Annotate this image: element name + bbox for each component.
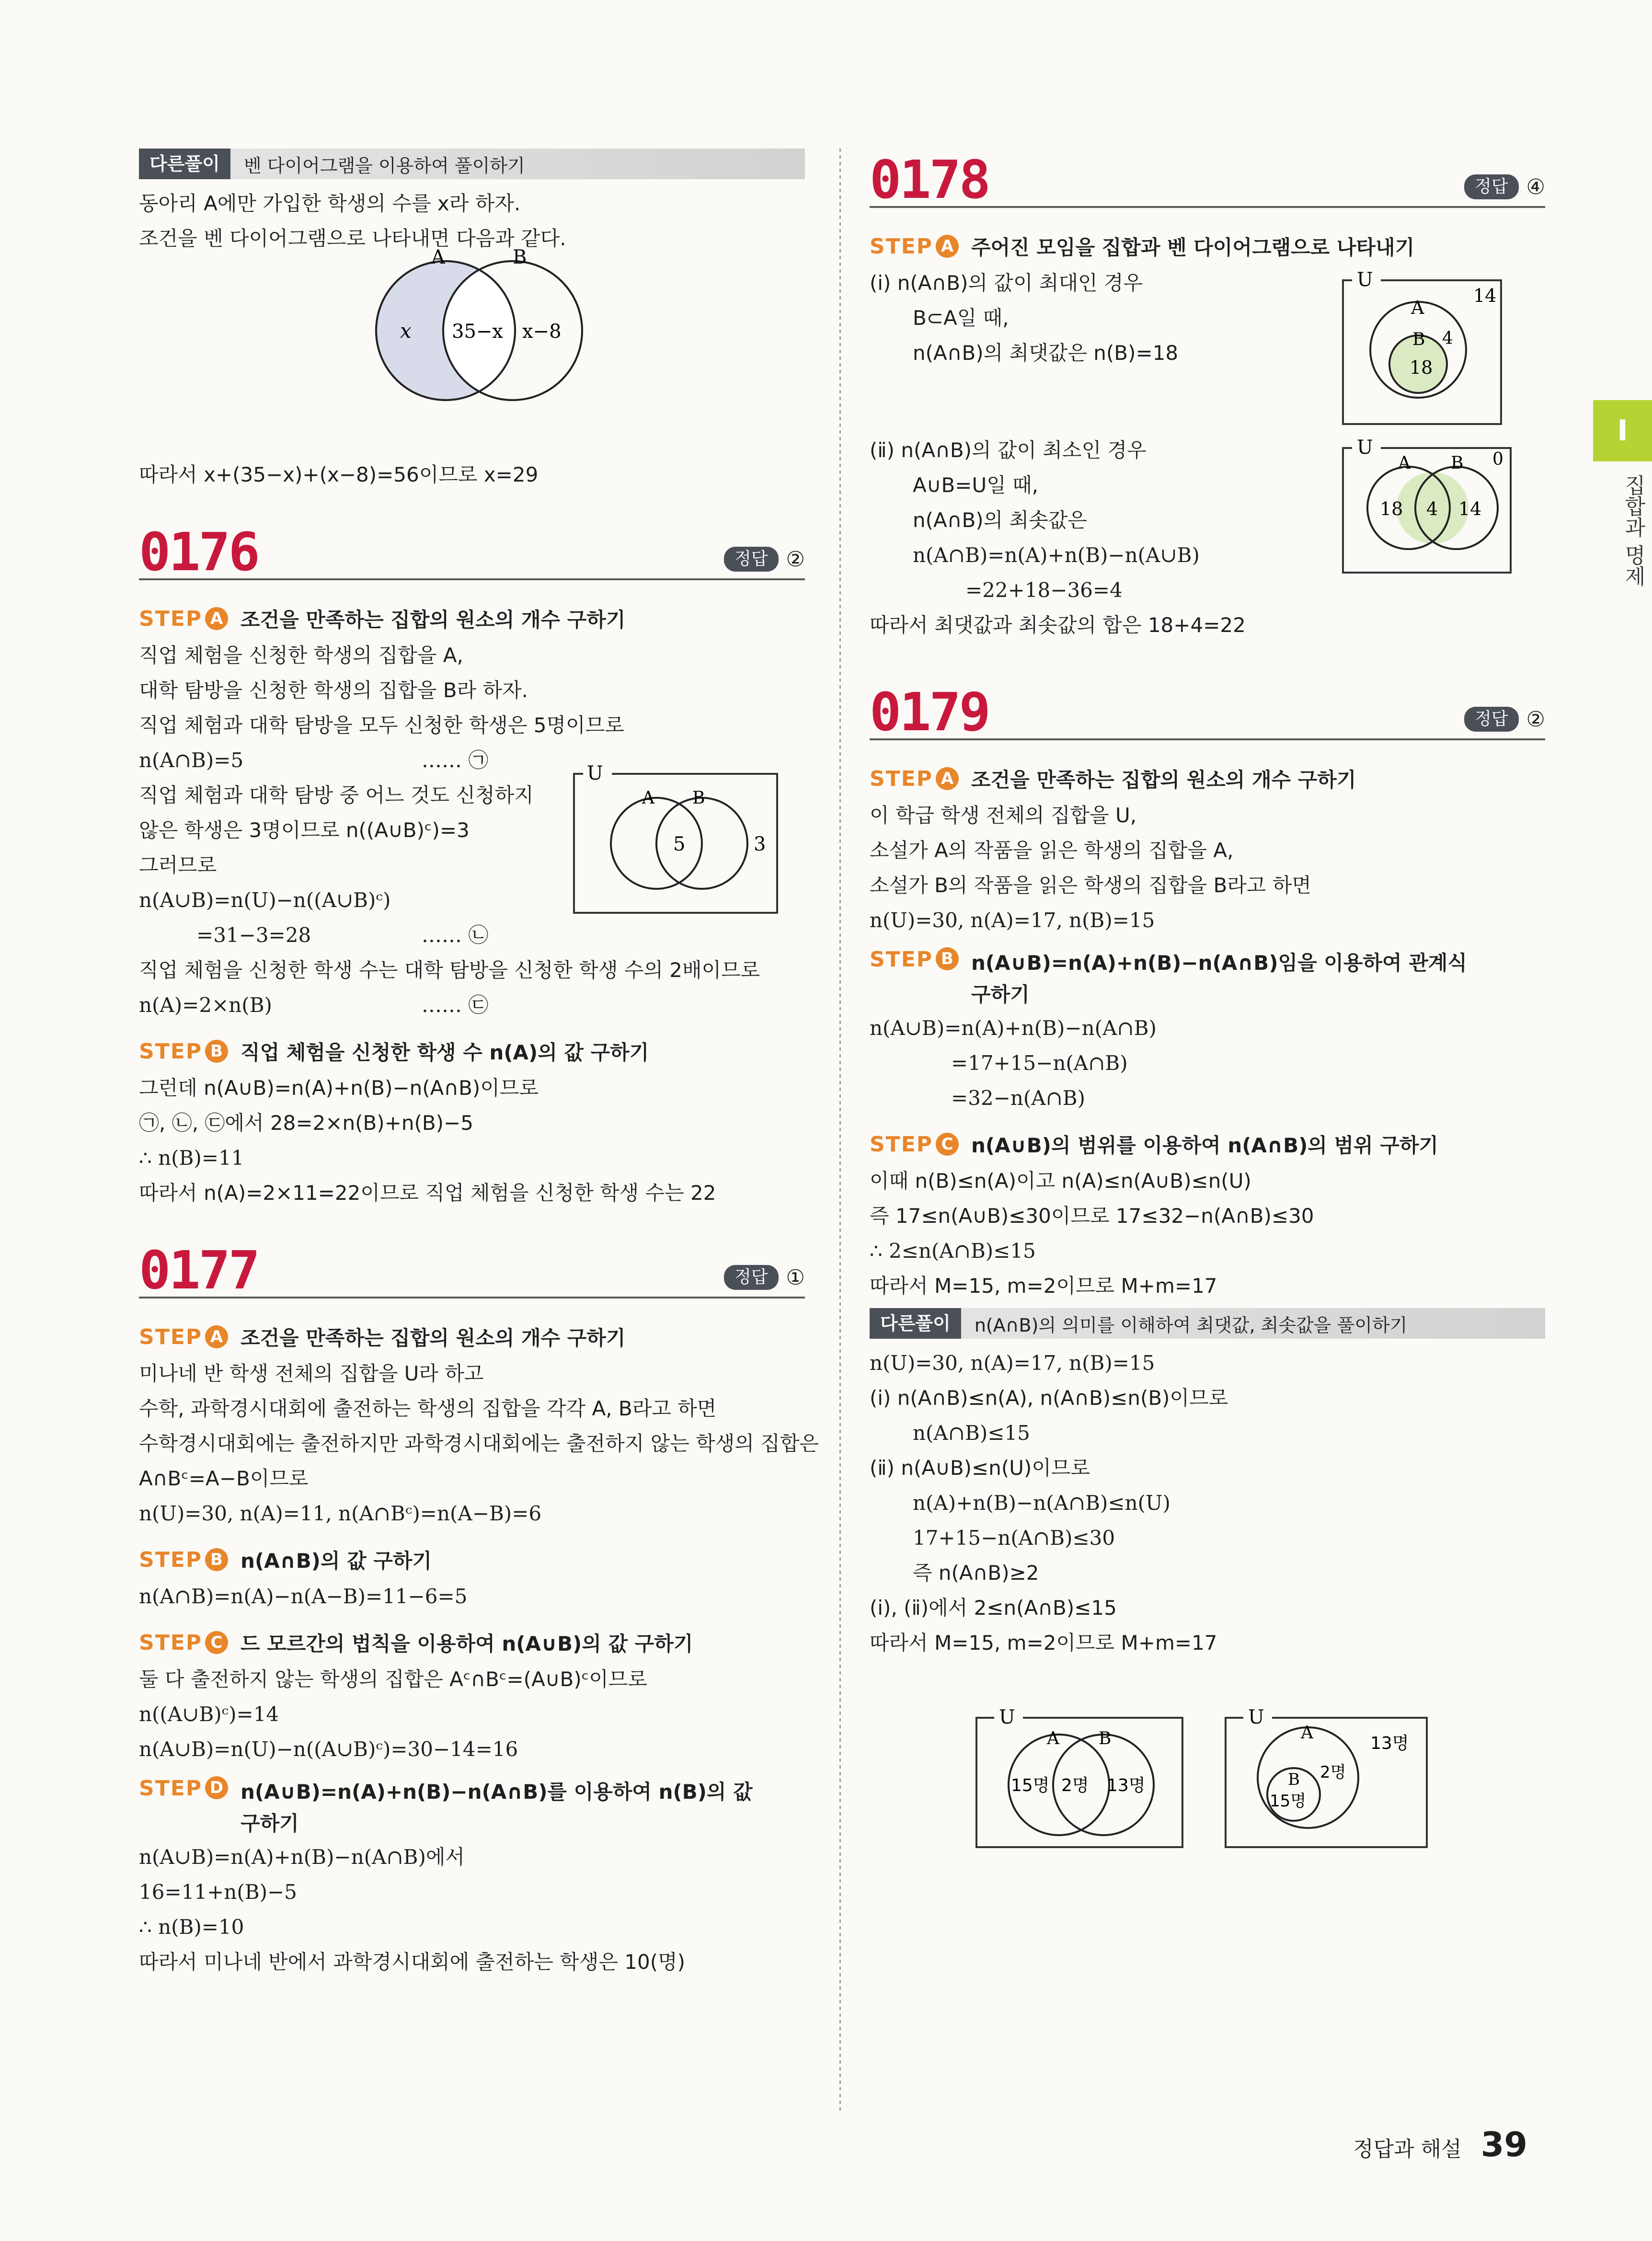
step-title: 직업 체험을 신청한 학생 수 n(A)의 값 구하기 [241, 1041, 649, 1064]
text-line: (ⅰ), (ⅱ)에서 2≤n(A∩B)≤15 [870, 1596, 1117, 1620]
text-line: 둘 다 출전하지 않는 학생의 집합은 Aᶜ∩Bᶜ=(A∪B)ᶜ이므로 [139, 1667, 647, 1691]
text-line: n(A∪B)=n(A)+n(B)−n(A∩B) [870, 1016, 1157, 1040]
alt-title: n(A∩B)의 의미를 이해하여 최댓값, 최솟값을 풀이하기 [974, 1314, 1408, 1336]
venn-0176 [573, 764, 779, 918]
problem-number: 0179 [870, 681, 989, 743]
step-title: 조건을 만족하는 집합의 원소의 개수 구하기 [241, 608, 626, 632]
venn-0178-min [1342, 436, 1514, 575]
text-line: n(A∩B)≤15 [913, 1421, 1030, 1445]
text-line: n(A∪B)=n(A)+n(B)−n(A∩B)에서 [139, 1845, 465, 1869]
answer-badge: 정답 [724, 547, 779, 572]
text-line: =22+18−36=4 [965, 578, 1123, 602]
text-line: n(A∩B)=n(A)+n(B)−n(A∪B) [913, 543, 1200, 567]
step-keyword: STEP [139, 1776, 203, 1801]
page-number: 39 [1480, 2125, 1527, 2164]
text-line: (ⅱ) n(A∩B)의 값이 최소인 경우 [870, 438, 1147, 462]
venn-label-a: A [431, 249, 445, 268]
step-letter: A [205, 607, 228, 630]
text-line: 않은 학생은 3명이므로 n((A∪B)ᶜ)=3 [139, 818, 470, 842]
venn-both: 2명 [1061, 1776, 1089, 1795]
step-title-line: n(A∪B)=n(A)+n(B)−n(A∩B)임을 이용하여 관계식 [971, 951, 1467, 975]
step-title: 드 모르간의 법칙을 이용하여 n(A∪B)의 값 구하기 [241, 1632, 693, 1655]
answer-value: ① [786, 1265, 805, 1290]
answer-value: ④ [1526, 174, 1545, 199]
venn-0179-alt-2 [1224, 1706, 1430, 1850]
text-line: ∴ 2≤n(A∩B)≤15 [870, 1239, 1036, 1263]
venn-label-u: U [1357, 269, 1373, 291]
step-b-heading [139, 1540, 805, 1579]
text-line: 그러므로 [139, 853, 217, 877]
text-line: (ⅰ) n(A∩B)의 값이 최대인 경우 [870, 271, 1143, 295]
text-line [139, 918, 805, 953]
venn-label-a: A [1411, 297, 1424, 318]
problem-header-0176 [139, 521, 805, 583]
step-keyword: STEP [139, 1324, 203, 1349]
text-line: 소설가 B의 작품을 읽은 학생의 집합을 B라고 하면 [870, 873, 1311, 897]
text-line: 직업 체험과 대학 탐방을 모두 신청한 학생은 5명이므로 [139, 713, 624, 737]
venn-a-only: 2명 [1320, 1763, 1346, 1782]
equation: n(A)=2×n(B) [139, 993, 272, 1017]
text-line: 이때 n(B)≤n(A)이고 n(A)≤n(A∪B)≤n(U) [870, 1169, 1251, 1193]
step-keyword: STEP [870, 1132, 933, 1157]
venn-label-u: U [1248, 1706, 1264, 1728]
text-line: n(U)=30, n(A)=17, n(B)=15 [870, 908, 1155, 932]
text-line: ∴ n(B)=10 [139, 1915, 244, 1939]
text-line: 즉 17≤n(A∪B)≤30이므로 17≤32−n(A∩B)≤30 [870, 1204, 1314, 1228]
text-line: 미나네 반 학생 전체의 집합을 U라 하고 [139, 1362, 484, 1385]
page-footer [1353, 2125, 1527, 2164]
venn-label-b: B [1451, 453, 1464, 473]
step-b-heading [870, 947, 1545, 1011]
text-line: 직업 체험과 대학 탐방 중 어느 것도 신청하지 [139, 783, 534, 807]
answer-value: ② [1526, 707, 1545, 732]
venn-a-only: 15명 [1011, 1776, 1050, 1795]
text-line: 따라서 n(A)=2×11=22이므로 직업 체험을 신청한 학생 수는 22 [139, 1181, 716, 1205]
text-line: n(A∪B)=n(U)−n((A∪B)ᶜ)=30−14=16 [139, 1737, 518, 1761]
text-line: 따라서 M=15, m=2이므로 M+m=17 [870, 1631, 1217, 1655]
venn-both: 35−x [452, 321, 503, 343]
venn-both: 5 [673, 833, 686, 855]
venn-outside: 0 [1492, 449, 1503, 469]
step-letter: B [205, 1548, 228, 1571]
venn-outside: 14 [1473, 285, 1497, 306]
step-title: n(A∪B)의 범위를 이용하여 n(A∩B)의 범위 구하기 [971, 1134, 1438, 1157]
step-letter: A [205, 1325, 228, 1348]
step-title [241, 1776, 753, 1839]
answer-badge: 정답 [1464, 707, 1519, 732]
text-line: =17+15−n(A∩B) [951, 1051, 1128, 1075]
text-line: n((A∪B)ᶜ)=14 [139, 1702, 279, 1726]
step-keyword: STEP [870, 234, 933, 259]
step-d-heading [139, 1776, 805, 1839]
step-letter: B [205, 1040, 228, 1063]
text-line: A∪B=U일 때, [913, 473, 1039, 497]
step-b-heading [139, 1032, 805, 1070]
text-line: 16=11+n(B)−5 [139, 1880, 297, 1904]
venn-inner: 18 [1410, 357, 1433, 378]
text-line: 그런데 n(A∪B)=n(A)+n(B)−n(A∩B)이므로 [139, 1076, 539, 1100]
text-line: 수학, 과학경시대회에 출전하는 학생의 집합을 각각 A, B라고 하면 [139, 1397, 717, 1420]
text-line: 동아리 A에만 가입한 학생의 수를 x라 하자. [139, 192, 521, 215]
venn-inner: 15명 [1270, 1792, 1307, 1811]
column-divider [839, 149, 841, 2113]
equation: n(A∩B)=5 [139, 748, 244, 772]
text-line: (ⅱ) n(A∪B)≤n(U)이므로 [870, 1456, 1090, 1480]
text-line: ∴ n(B)=11 [139, 1146, 244, 1170]
venn-both: 4 [1426, 498, 1438, 519]
text-line: n(A)+n(B)−n(A∩B)≤n(U) [913, 1491, 1170, 1515]
text-line: 따라서 x+(35−x)+(x−8)=56이므로 x=29 [139, 463, 539, 486]
mark-2: …… ㉡ [422, 923, 489, 947]
text-line [139, 988, 805, 1023]
text-line: 직업 체험을 신청한 학생의 집합을 A, [139, 644, 463, 667]
step-title: 조건을 만족하는 집합의 원소의 개수 구하기 [241, 1326, 626, 1350]
text-line: =32−n(A∩B) [951, 1086, 1086, 1110]
text-line: n(A∩B)의 최댓값은 n(B)=18 [913, 341, 1179, 365]
chapter-tab-label: 집합과 명제 [1621, 474, 1645, 586]
text-line: n(A∩B)=n(A)−n(A−B)=11−6=5 [139, 1585, 468, 1608]
step-a-heading [139, 599, 805, 638]
venn-label-b: B [1412, 330, 1425, 349]
text-line: n(U)=30, n(A)=11, n(A∩Bᶜ)=n(A−B)=6 [139, 1502, 542, 1525]
answer-badge: 정답 [724, 1265, 779, 1290]
step-keyword: STEP [139, 1630, 203, 1655]
text-line: 17+15−n(A∩B)≤30 [913, 1526, 1115, 1550]
text-line: 이 학급 학생 전체의 집합을 U, [870, 804, 1137, 827]
left-column [139, 149, 819, 1979]
problem-header-0178 [870, 149, 1545, 208]
step-letter: B [936, 947, 959, 970]
step-title [971, 947, 1467, 1011]
step-c-heading [139, 1623, 805, 1662]
text-line: B⊂A일 때, [913, 306, 1009, 330]
alt-badge: 다른풀이 [870, 1308, 961, 1339]
text-line: 따라서 M=15, m=2이므로 M+m=17 [870, 1274, 1217, 1298]
answer-badge: 정답 [1464, 174, 1519, 199]
step-letter: A [936, 767, 959, 790]
problem-header-0177 [139, 1239, 805, 1299]
footer-text: 정답과 해설 [1353, 2137, 1462, 2161]
problem-number: 0178 [870, 149, 989, 210]
step-c-heading [870, 1125, 1545, 1163]
venn-0179-alt-1 [975, 1706, 1186, 1850]
equation: =31−3=28 [196, 923, 311, 947]
mark-1: …… ㉠ [422, 748, 489, 772]
venn-label-u: U [999, 1706, 1015, 1728]
problem-number: 0177 [139, 1240, 258, 1301]
venn-a-only: 18 [1380, 498, 1403, 519]
text-line: n(A∩B)의 최솟값은 [913, 508, 1087, 532]
venn-label-u: U [1357, 437, 1373, 459]
text-line: 따라서 최댓값과 최솟값의 합은 18+4=22 [870, 613, 1246, 637]
mark-3: …… ㉢ [422, 993, 489, 1017]
text-line: (ⅰ) n(A∩B)≤n(A), n(A∩B)≤n(B)이므로 [870, 1386, 1228, 1410]
venn-b-only: 14 [1458, 498, 1482, 519]
venn-label-b: B [1288, 1770, 1300, 1789]
venn-label-a: A [1398, 453, 1411, 473]
step-a-heading [870, 759, 1545, 798]
text-line: ㉠, ㉡, ㉢에서 28=2×n(B)+n(B)−5 [139, 1111, 473, 1135]
step-title: 조건을 만족하는 집합의 원소의 개수 구하기 [971, 768, 1356, 792]
step-title: 주어진 모임을 집합과 벤 다이어그램으로 나타내기 [971, 236, 1415, 259]
text-line: 수학경시대회에는 출전하지만 과학경시대회에는 출전하지 않는 학생의 집합은 [139, 1432, 819, 1455]
venn-outside: 13명 [1370, 1734, 1409, 1753]
problem-number: 0176 [139, 521, 258, 583]
venn-outside: 3 [754, 833, 766, 855]
venn-only-a: x [400, 319, 412, 343]
alt-solution-header [870, 1308, 1545, 1339]
venn-0178-max [1342, 268, 1504, 426]
venn-label-a: A [1301, 1723, 1313, 1743]
problem-header-0179 [870, 681, 1545, 743]
step-keyword: STEP [139, 606, 203, 631]
text-line: A∩Bᶜ=A−B이므로 [139, 1467, 309, 1490]
venn-label-b: B [1099, 1729, 1112, 1748]
venn-alt-solution [364, 249, 613, 412]
venn-a-only: 4 [1442, 329, 1453, 348]
alt-solution-header [139, 149, 805, 179]
venn-label-b: B [692, 788, 705, 808]
venn-label-b: B [513, 249, 527, 268]
step-keyword: STEP [870, 766, 933, 791]
venn-label-u: U [587, 764, 603, 784]
alt-badge: 다른풀이 [139, 149, 230, 179]
venn-label-a: A [642, 788, 654, 808]
step-letter: A [936, 235, 959, 258]
step-keyword: STEP [139, 1039, 203, 1064]
step-letter: C [205, 1631, 228, 1654]
text-line: 소설가 A의 작품을 읽은 학생의 집합을 A, [870, 839, 1234, 862]
step-keyword: STEP [139, 1547, 203, 1572]
text-line: 대학 탐방을 신청한 학생의 집합을 B라 하자. [139, 678, 528, 702]
venn-label-a: A [1047, 1729, 1059, 1748]
text-line: 직업 체험을 신청한 학생 수는 대학 탐방을 신청한 학생 수의 2배이므로 [139, 958, 760, 982]
text-line: 즉 n(A∩B)≥2 [913, 1561, 1039, 1585]
text-line: 따라서 미나네 반에서 과학경시대회에 출전하는 학생은 10(명) [139, 1950, 686, 1974]
text-line: n(U)=30, n(A)=17, n(B)=15 [870, 1351, 1155, 1375]
venn-b-only: 13명 [1107, 1776, 1146, 1795]
text-line: n(A∪B)=n(U)−n((A∪B)ᶜ) [139, 888, 391, 912]
step-keyword: STEP [870, 947, 933, 972]
venn-only-b: x−8 [522, 321, 562, 343]
text-line: 조건을 벤 다이어그램으로 나타내면 다음과 같다. [139, 227, 566, 250]
step-a-heading [139, 1318, 805, 1356]
step-title-line: n(A∪B)=n(A)+n(B)−n(A∩B)를 이용하여 n(B)의 값 [241, 1780, 753, 1804]
alt-title: 벤 다이어그램을 이용하여 풀이하기 [243, 155, 525, 176]
step-title: n(A∩B)의 값 구하기 [241, 1549, 432, 1573]
step-letter: C [936, 1133, 959, 1156]
step-letter: D [205, 1776, 228, 1799]
step-a-heading [870, 227, 1545, 265]
answer-value: ② [786, 547, 805, 572]
step-title-line: 구하기 [241, 1812, 299, 1835]
chapter-tab: I [1593, 400, 1652, 461]
step-title-line: 구하기 [971, 983, 1030, 1006]
